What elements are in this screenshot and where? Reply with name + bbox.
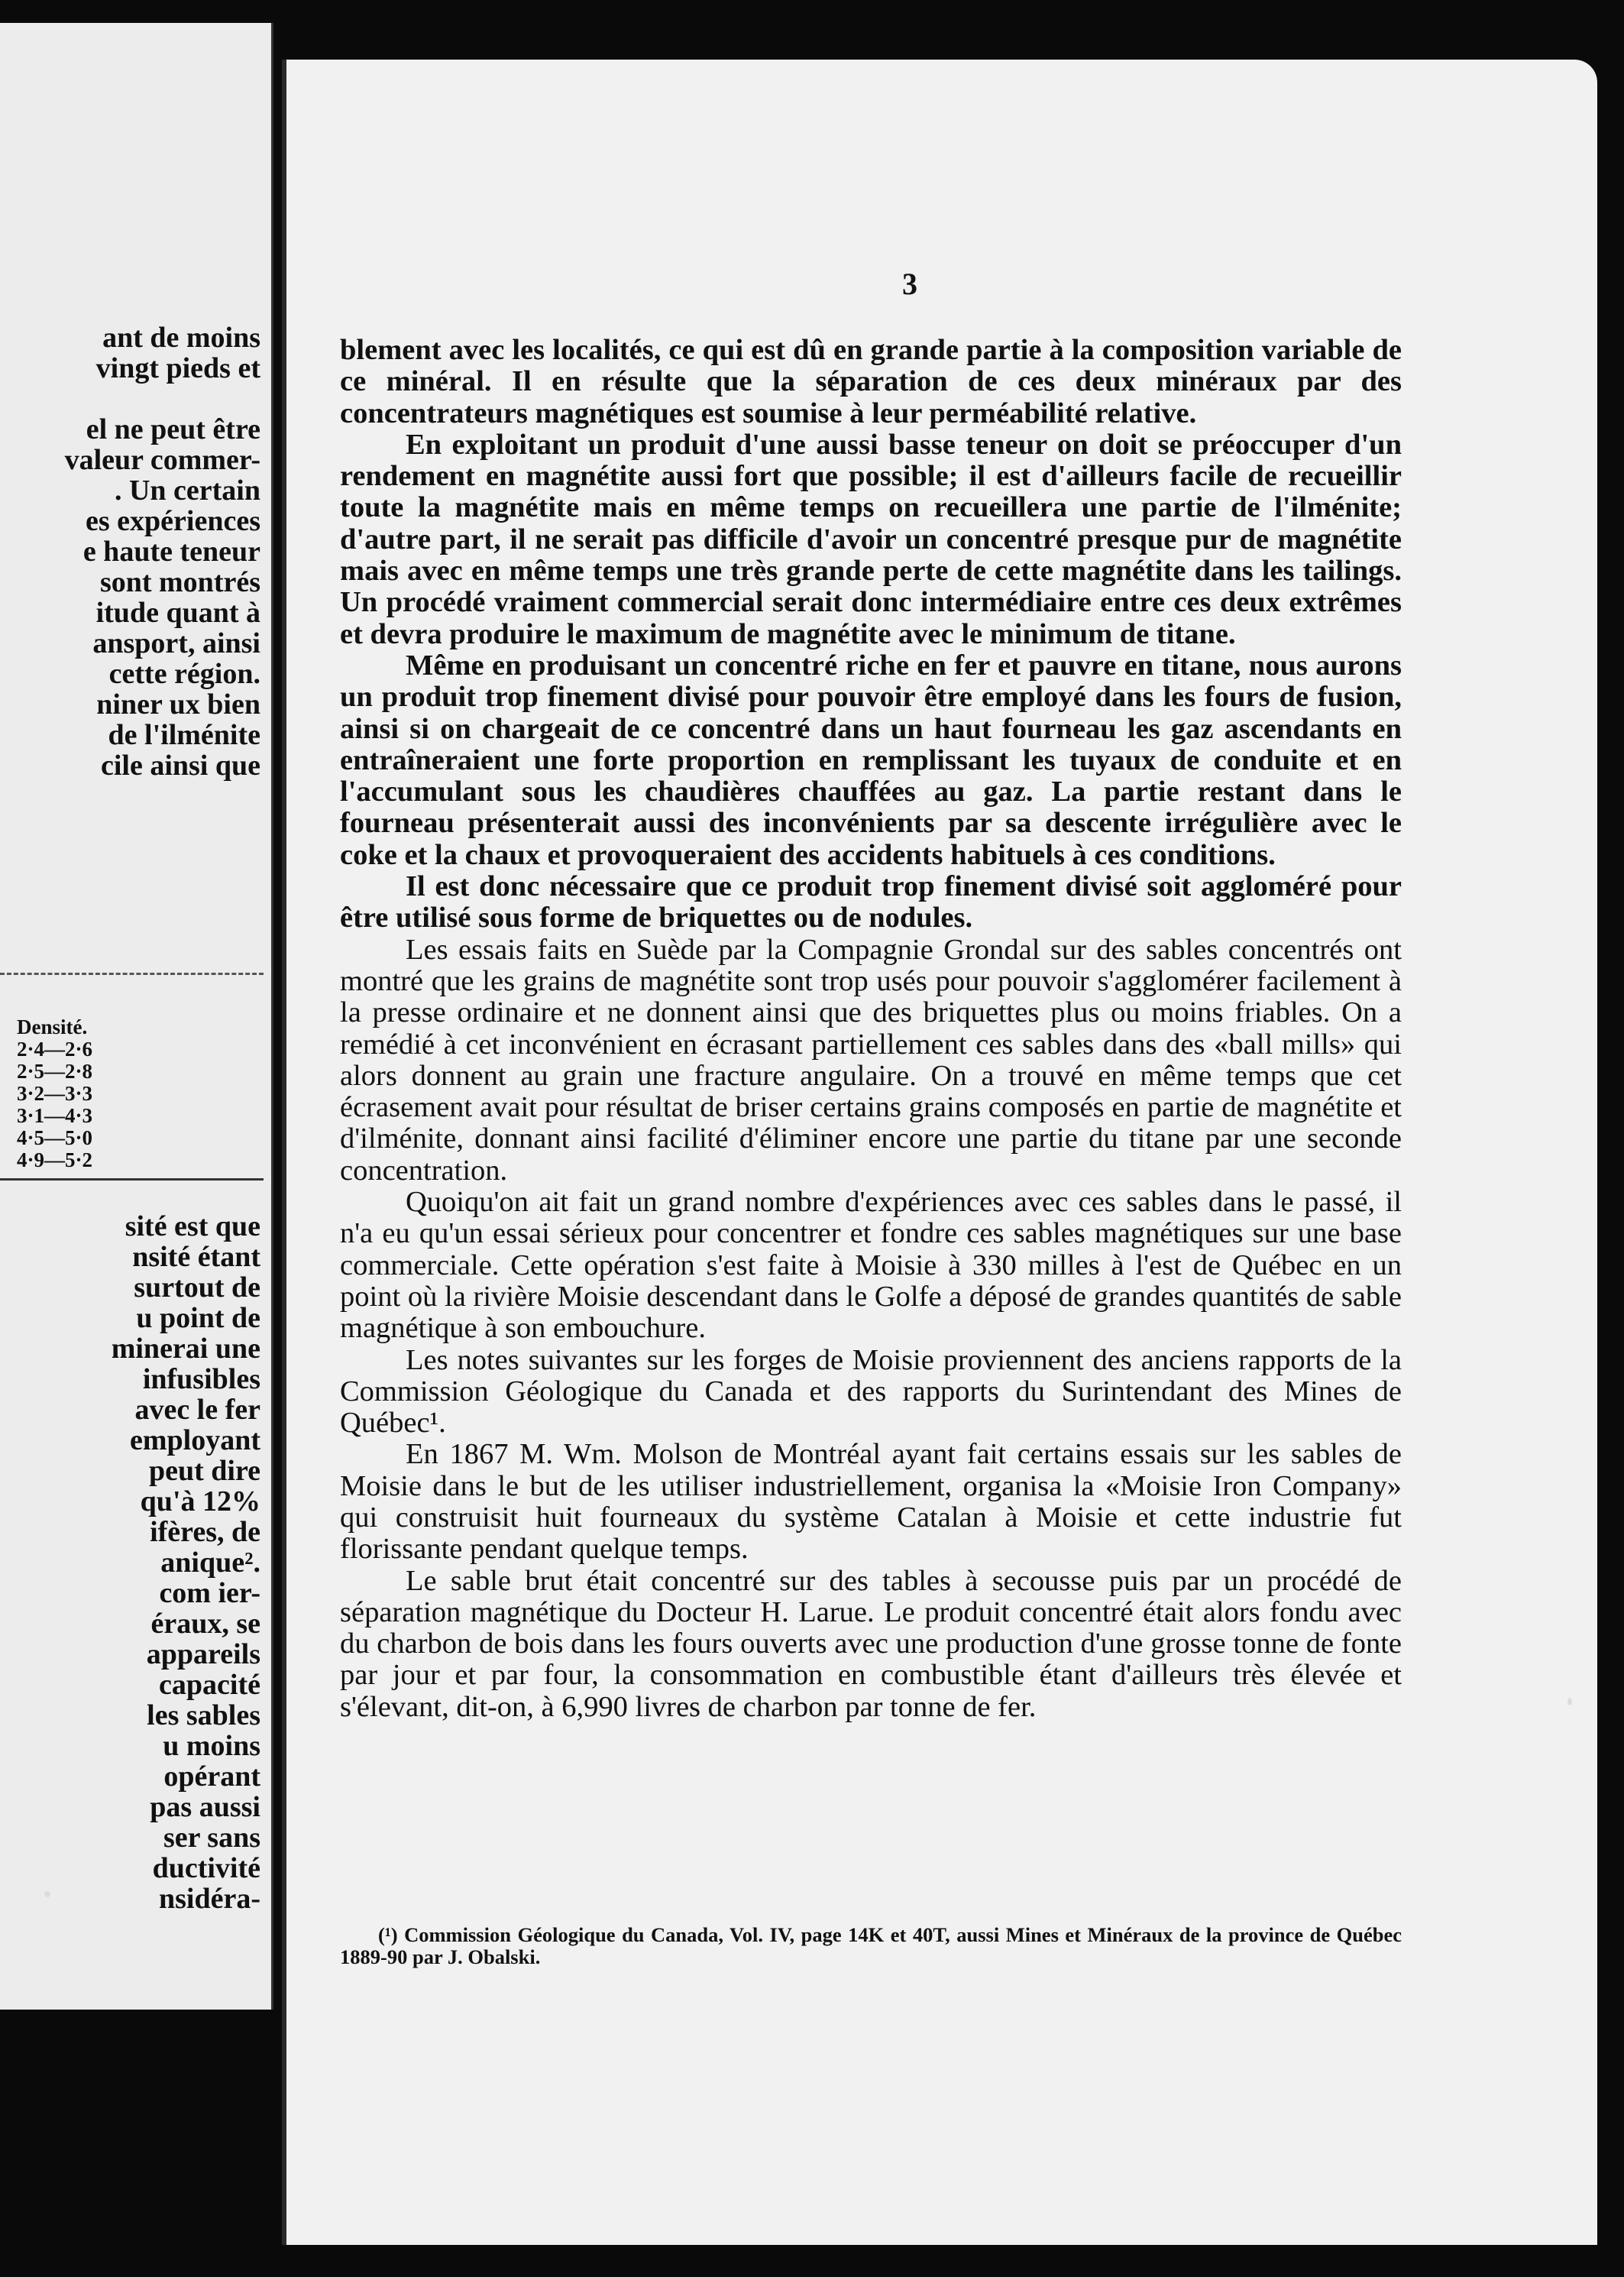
paragraph: Il est donc nécessaire que ce produit trop finement divisé soit aggloméré pour être utilisé sous forme de briquettes ou de nodules. [340,870,1402,934]
text-fragment: surtout de [134,1271,260,1304]
text-fragment: e haute teneur [82,536,260,568]
paragraph: Les essais faits en Suède par la Compagnie Grondal sur des sables concentrés ont montré que les grains de magnétite sont trop usés pour pouvoir s'agglomérer facilement à la presse ordinaire et ne donnent ainsi que des briquettes plus ou moins friables. On a remédié à cet inconvénient en écrasant partiellement ces sables dans des «ball mills» qui alors donnent au grain une fracture angulaire. On a trouvé en même temps que cet écrasement avait pour résultat de briser certains grains composés en partie de magnétite et d'ilménite, donnant ainsi facilité d'éliminer encore une partie du titane par une seconde concentration. [340,933,1402,1187]
text-fragment: infusibles [142,1363,260,1395]
text-fragment: ductivité [152,1852,260,1884]
density-header: Densité. [17,1015,88,1038]
text-fragment: capacité [159,1669,260,1701]
body-text [340,335,1402,1723]
text-fragment: u point de [136,1302,260,1334]
text-fragment: de l'ilménite [108,719,260,751]
density-rows [17,1038,92,1171]
text-fragment: pas aussi [150,1791,260,1823]
footnote-text: (¹) Commission Géologique du Canada, Vol. IV, page 14K et 40T, aussi Mines et Minéraux de la province de Québec 1889-90 par J. Obalski. [340,1923,1402,1968]
paragraph: En 1867 M. Wm. Molson de Montréal ayant fait certains essais sur les sables de Moisie dans le but de les utiliser industriellement, organisa la «Moisie Iron Company» qui construisit huit fourneaux du système Catalan à Moisie et cette industrie fut florissante pendant quelque temps. [340,1438,1402,1566]
density-row: 3·2—3·3 [17,1082,93,1105]
text-fragment [65,384,260,414]
text-fragment: cette région. [108,658,260,690]
paragraph: Le sable brut était concentré sur des tables à secousse puis par un procédé de séparation magnétique du Docteur H. Larue. Le produit concentré était alors fondu avec du charbon de bois dans les fours ouverts avec une production d'une grosse tonne de fonte par jour et par four, la consommation en combustible étant d'ailleurs très élevée et s'élevant, dit-on, à 6,990 livres de charbon par tonne de fer. [340,1564,1402,1723]
text-fragment: es expériences [86,505,260,537]
density-row: 2·4—2·6 [17,1038,93,1061]
text-fragment: éraux, se [150,1608,260,1640]
right-page [286,60,1597,2245]
paragraph: En exploitant un produit d'une aussi basse teneur on doit se préoccuper d'un rendement en magnétite aussi fort que possible; il est d'ailleurs facile de recueillir toute la magnétite mais en même temps on recueillera une partie de l'ilménite; d'autre part, il ne serait pas difficile d'avoir un concentré presque pur de magnétite mais avec en même temps une très grande perte de cette magnétite dans les tailings. Un procédé vraiment commercial serait donc intermédiaire entre ces deux extrêmes et devra produire le maximum de magnétite avec le minimum de titane. [340,428,1402,650]
density-row: 3·1—4·3 [17,1104,93,1127]
text-fragment: employant [130,1424,260,1456]
text-fragment: nsité étant [132,1241,260,1273]
paragraph: Les notes suivantes sur les forges de Moisie proviennent des anciens rapports de la Commission Géologique du Canada et des rapports du Surintendant des Mines de Québec¹. [340,1343,1402,1440]
text-fragment: peut dire [148,1455,260,1487]
text-fragment: u moins [163,1730,260,1762]
text-fragment: sont montrés [99,566,260,598]
text-fragment: niner ux bien [96,688,260,721]
paragraph: Quoiqu'on ait fait un grand nombre d'expériences avec ces sables dans le passé, il n'a eu qu'un essai sérieux pour concentrer et fondre ces sables magnétiques sur une base commerciale. Cette opération s'est faite à Moisie à 330 milles à l'est de Québec en un point où la rivière Moisie descendant dans le Golfe a déposé de grandes quantités de sable magnétique à son embouchure. [340,1186,1402,1345]
density-table [17,1016,92,1171]
text-fragment: cile ainsi que [100,750,260,782]
text-fragment: . Un certain [114,475,260,507]
text-fragment: opérant [163,1760,260,1793]
text-fragment: avec le fer [134,1394,260,1426]
scan-speck [1567,1698,1572,1705]
text-fragment: sité est que [125,1210,260,1242]
text-fragment: minerai une [111,1333,260,1365]
text-fragment: com ier- [159,1577,260,1609]
density-row: 4·5—5·0 [17,1126,93,1149]
text-fragment: appareils [146,1638,260,1670]
text-fragment: les sables [147,1699,260,1731]
text-fragment: anique². [160,1547,260,1579]
left-page-lower-text [112,1211,260,1914]
text-fragment: itude quant à [95,597,260,629]
text-fragment: vingt pieds et [95,352,260,384]
footnote [340,1924,1402,1968]
text-fragment: ansport, ainsi [92,627,260,659]
density-row: 2·5—2·8 [17,1060,93,1083]
left-page-divider [0,973,264,975]
left-page-upper-text [65,322,260,781]
density-row: 4·9—5·2 [17,1148,93,1171]
left-page-rule [0,1178,264,1181]
page-number: 3 [902,267,917,301]
left-page [0,23,273,2010]
text-fragment: qu'à 12% [140,1485,260,1517]
text-fragment: el ne peut être [86,413,260,445]
text-fragment: ser sans [163,1822,260,1854]
scan-speck [44,1891,50,1897]
text-fragment: nsidéra- [159,1883,260,1915]
paragraph: Même en produisant un concentré riche en fer et pauvre en titane, nous aurons un produit trop finement divisé pour pouvoir être employé dans les fours de fusion, ainsi si on chargeait de ce concentré dans un haut fourneau les gaz ascendants en entraîneraient une forte proportion en remplissant les tuyaux de conduite et en l'accumulant sous les chaudières chauffées au gaz. La partie restant dans le fourneau présenterait aussi des inconvénients par sa descente irrégulière avec le coke et la chaux et provoqueraient des accidents habituels à ces conditions. [340,649,1402,871]
text-fragment: ant de moins [102,322,260,354]
text-fragment: ifères, de [150,1516,260,1548]
paragraph: blement avec les localités, ce qui est dû en grande partie à la composition variable de ce minéral. Il en résulte que la séparation de ces deux minéraux par des concentrateurs magnétiques est soumise à leur perméabilité relative. [340,334,1402,429]
text-fragment: valeur commer- [64,444,260,476]
